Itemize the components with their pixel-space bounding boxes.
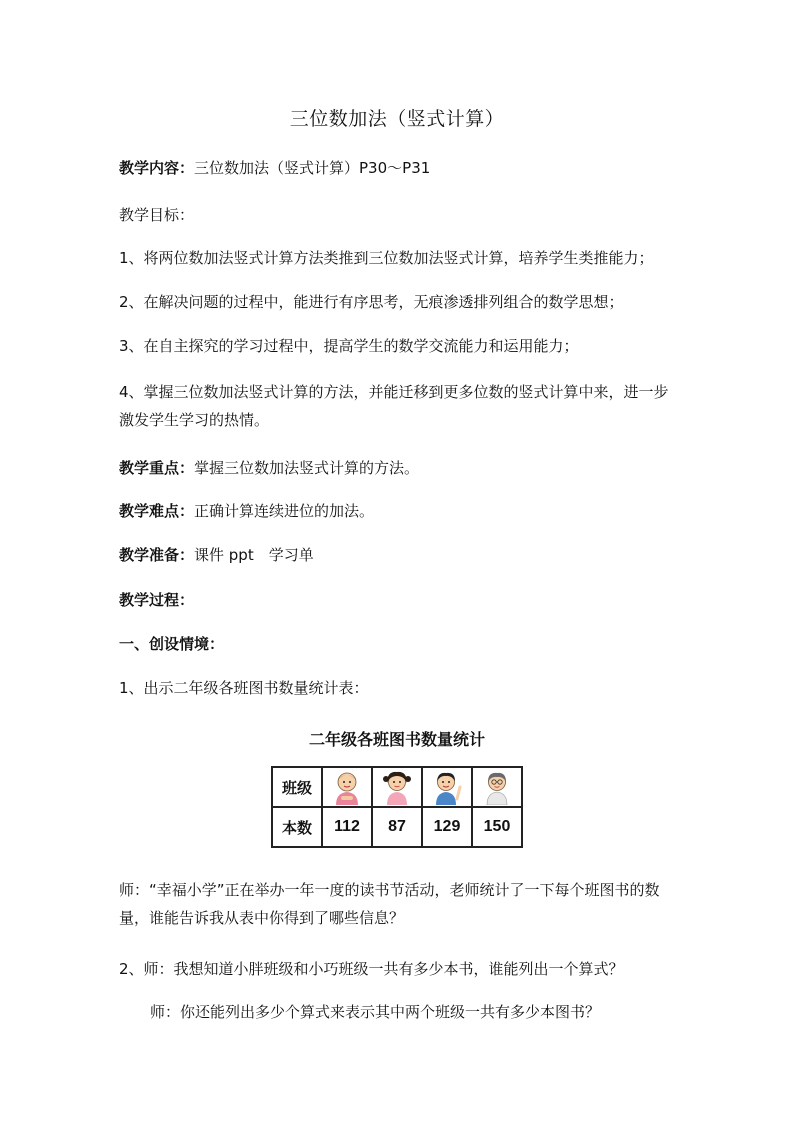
paragraph-1: 师：“幸福小学”正在举办一年一度的读书节活动，老师统计了一下每个班图书的数量，谁能告诉我从表中你得到了哪些信息？ (119, 881, 660, 927)
goal-item-4: 4、掌握三位数加法竖式计算的方法，并能迁移到更多位数的竖式计算中来，进一步激发学生学习的热情。 (119, 383, 669, 429)
page-title: 三位数加法（竖式计算） (289, 108, 505, 130)
paragraph-3: 师：你还能列出多少个算式来表示其中两个班级一共有多少本图书？ (150, 1003, 601, 1021)
preparation-text: 课件 ppt 学习单 (194, 546, 314, 564)
difficulty-label: 教学难点： (119, 502, 195, 520)
content-line (119, 158, 430, 178)
goal-item-3: 3、在自主探究的学习过程中，提高学生的数学交流能力和运用能力； (119, 337, 579, 355)
table-header-count: 本数 (272, 807, 322, 847)
class-avatar-1 (322, 767, 372, 807)
key-point-line (119, 458, 419, 478)
difficulty-text: 正确计算连续进位的加法。 (194, 502, 375, 520)
count-cell: 129 (422, 807, 472, 847)
step-1: 1、出示二年级各班图书数量统计表： (119, 679, 369, 697)
preparation-line (119, 545, 314, 565)
difficulty-line (119, 501, 374, 521)
girl-glasses-avatar-icon (480, 769, 514, 805)
class-avatar-4 (472, 767, 522, 807)
key-point-text: 掌握三位数加法竖式计算的方法。 (194, 459, 420, 477)
boy-avatar-icon (330, 769, 364, 805)
goal-item-2: 2、在解决问题的过程中，能进行有序思考，无痕渗透排列组合的数学思想； (119, 293, 624, 311)
process-heading: 教学过程： (119, 591, 195, 609)
class-avatar-2 (372, 767, 422, 807)
key-point-label: 教学重点： (119, 459, 195, 477)
paragraph-2: 2、师：我想知道小胖班级和小巧班级一共有多少本书，谁能列出一个算式？ (119, 960, 624, 978)
table-header-class: 班级 (272, 767, 322, 807)
class-avatar-3 (422, 767, 472, 807)
book-count-table (271, 766, 523, 848)
preparation-label: 教学准备： (119, 546, 195, 564)
content-text: 三位数加法（竖式计算）P30～P31 (194, 159, 431, 177)
section-heading-1: 一、创设情境： (119, 635, 225, 653)
content-label: 教学内容： (119, 159, 195, 177)
count-cell: 150 (472, 807, 522, 847)
girl-avatar-icon (380, 769, 414, 805)
goals-heading: 教学目标： (119, 206, 195, 224)
count-cell: 87 (372, 807, 422, 847)
table-title: 二年级各班图书数量统计 (308, 732, 485, 749)
count-cell: 112 (322, 807, 372, 847)
boy-pointing-avatar-icon (430, 769, 464, 805)
goal-item-1: 1、将两位数加法竖式计算方法类推到三位数加法竖式计算，培养学生类推能力； (119, 249, 654, 267)
